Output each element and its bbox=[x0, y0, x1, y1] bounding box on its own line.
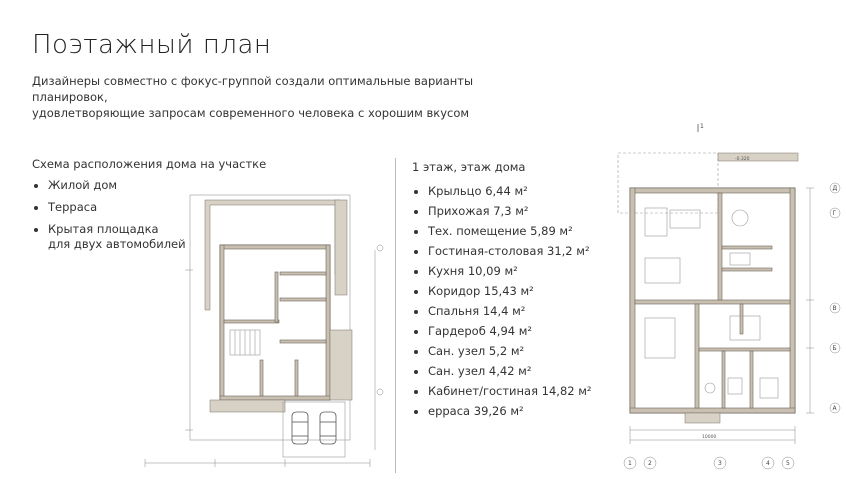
plan-wall-bottom bbox=[630, 408, 795, 413]
room-item: Кухня 10,09 м² bbox=[412, 264, 592, 284]
plan-wall-corridor bbox=[695, 304, 699, 408]
plan-wall-tech bbox=[722, 246, 772, 249]
inner-wall-1 bbox=[224, 320, 279, 323]
room-item: Кабинет/гостиная 14,82 м² bbox=[412, 384, 592, 404]
subtitle-line-1: Дизайнеры совместно с фокус-группой создали оптимальные варианты планировок, bbox=[32, 74, 474, 104]
terrace-outline bbox=[205, 200, 340, 310]
inner-wall-3 bbox=[280, 298, 326, 301]
overall-width: 10000 bbox=[702, 435, 717, 440]
room-item: Сан. узел 4,42 м² bbox=[412, 364, 592, 384]
axis-cols bbox=[624, 457, 794, 469]
room-item: Коридор 15,43 м² bbox=[412, 284, 592, 304]
room-item: Прихожая 7,3 м² bbox=[412, 204, 592, 224]
axis-bubble-top bbox=[377, 245, 383, 251]
porch bbox=[210, 400, 285, 412]
room-item: Гардероб 4,94 м² bbox=[412, 324, 592, 344]
plan-wall-bath-2 bbox=[750, 351, 753, 408]
axis-col-label: 2 bbox=[648, 460, 652, 467]
house-wall-top bbox=[220, 245, 330, 249]
stairs bbox=[230, 330, 260, 355]
room-item: Спальня 14,4 м² bbox=[412, 304, 592, 324]
page-title: Поэтажный план bbox=[32, 30, 272, 60]
section-mark-label: 1 bbox=[700, 123, 704, 130]
plan-porch bbox=[685, 413, 720, 423]
plan-wall-kitchen bbox=[718, 193, 722, 300]
room-item: Сан. узел 5,2 м² bbox=[412, 344, 592, 364]
inner-wall-4 bbox=[280, 272, 326, 275]
plan-wall-mid bbox=[635, 300, 790, 304]
car-left bbox=[292, 412, 308, 444]
plan-wall-bath-1 bbox=[722, 351, 725, 408]
site-scheme-heading: Схема расположения дома на участке bbox=[32, 157, 267, 171]
plan-wall-hall bbox=[722, 268, 772, 271]
plan-wall-top bbox=[630, 188, 795, 193]
inner-wall-5 bbox=[280, 340, 326, 343]
axis-row-label: Д bbox=[832, 185, 838, 192]
room-item: ерраса 39,26 м² bbox=[412, 404, 592, 424]
axis-col-label: 5 bbox=[786, 460, 790, 467]
site-plan-drawing bbox=[135, 180, 390, 470]
room-list bbox=[412, 184, 592, 424]
page-subtitle bbox=[32, 73, 552, 121]
house-wall-left bbox=[220, 245, 224, 400]
legend-item-carport-line2: для двух автомобилей bbox=[48, 237, 186, 251]
terrace-side bbox=[335, 200, 347, 295]
floor-plan-drawing bbox=[600, 118, 846, 480]
room-item: Гостиная-столовая 31,2 м² bbox=[412, 244, 592, 264]
column-divider bbox=[395, 158, 396, 473]
house-wall-right bbox=[326, 245, 330, 400]
inner-wall-7 bbox=[295, 360, 298, 396]
plan-wall-bath-top bbox=[699, 348, 790, 351]
axis-row-label: А bbox=[832, 405, 837, 412]
inner-wall-6 bbox=[260, 360, 263, 396]
subtitle-line-2: удовлетворяющие запросам современного человека с хорошим вкусом bbox=[32, 106, 470, 120]
plan-wall-left bbox=[630, 188, 635, 413]
room-item: Тех. помещение 5,89 м² bbox=[412, 224, 592, 244]
legend-item-terrace: Терраса bbox=[32, 200, 186, 215]
plan-wall-bed bbox=[740, 304, 743, 334]
legend-item-house: Жилой дом bbox=[32, 178, 186, 193]
axis-col-label: 3 bbox=[718, 460, 722, 467]
axis-row-label: Г bbox=[832, 210, 837, 217]
room-item: Крыльцо 6,44 м² bbox=[412, 184, 592, 204]
terrace-edge bbox=[718, 153, 798, 161]
house-wall-bottom bbox=[220, 396, 330, 400]
axis-row-label: В bbox=[832, 305, 837, 312]
floor-heading: 1 этаж, этаж дома bbox=[412, 160, 526, 174]
axis-col-label: 1 bbox=[628, 460, 632, 467]
car-right bbox=[320, 412, 336, 444]
axis-col-label: 4 bbox=[766, 460, 770, 467]
legend-item-carport-line1: Крытая площадка bbox=[48, 222, 159, 236]
axis-row-label: Б bbox=[832, 345, 837, 352]
axis-rows bbox=[830, 183, 840, 413]
terrace-right bbox=[330, 330, 352, 400]
level-mark: -0.320 bbox=[735, 157, 750, 162]
plan-wall-right bbox=[790, 188, 795, 413]
inner-wall-2 bbox=[275, 272, 278, 322]
axis-bubble-bottom bbox=[377, 389, 383, 395]
